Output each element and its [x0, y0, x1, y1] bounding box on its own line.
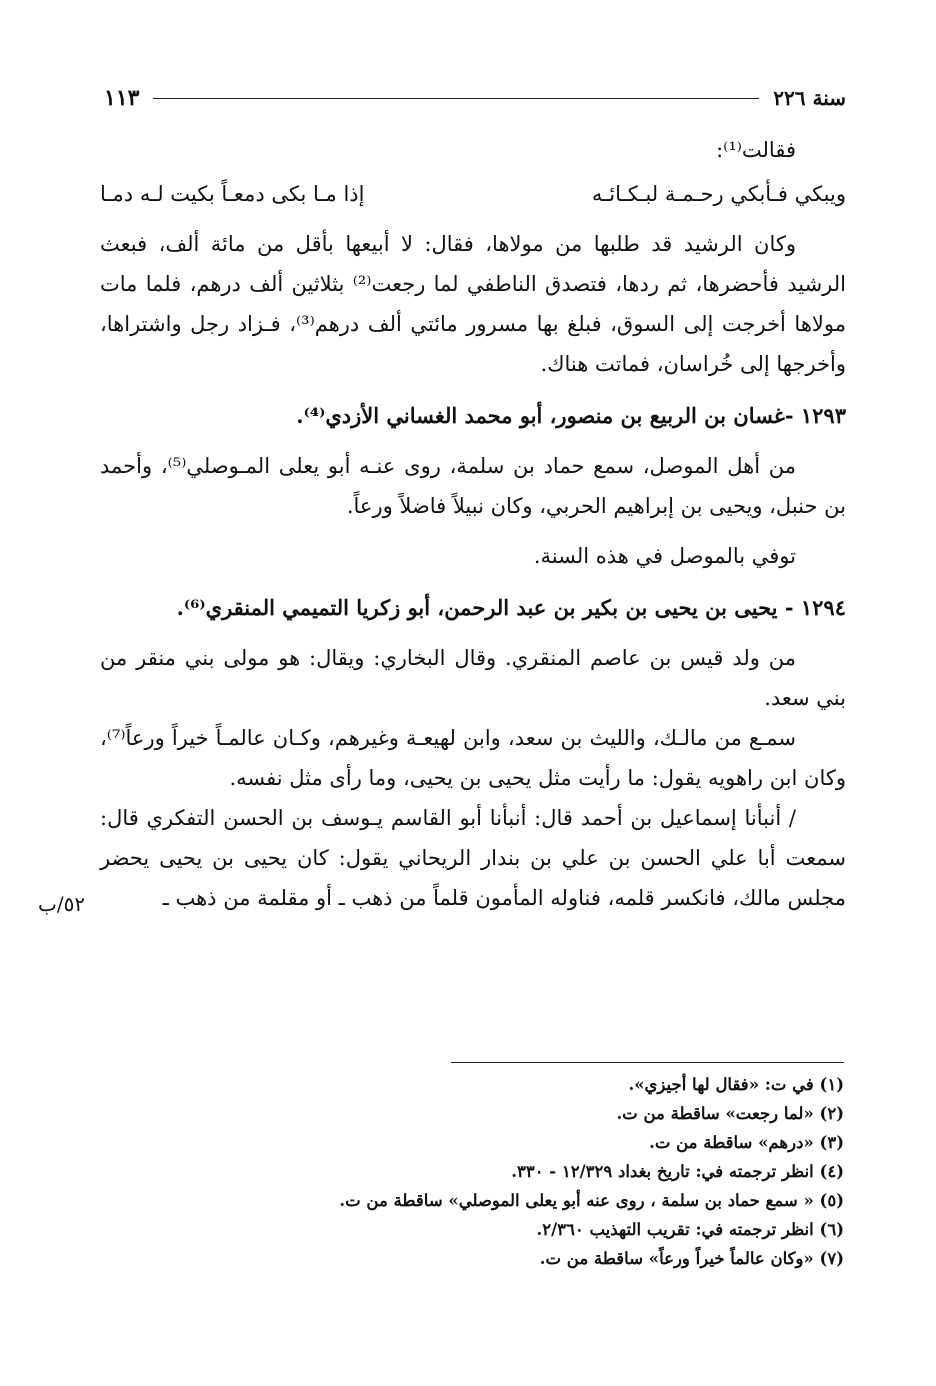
footnote: (٣) «درهم» ساقطة من ت. — [649, 1133, 844, 1152]
footnote: (١) في ت: «فقال لها أجيزي». — [628, 1075, 844, 1094]
paragraph: وكان الرشيد قد طلبها من مولاها، فقال: لا أبيعها بأقل من مائة ألف، فبعث الرشيد فأحضرها، ثم ردها، فتصدق الناطفي لما رجعت⁽²⁾ بثلاثين ألف درهم، فلما مات مولاها أخرجت إلى السوق، فبلغ بها مسرور مائتي ألف درهم⁽³⁾، فـزاد رجل واشتراها، وأخرجها إلى خُراسان، فماتت هناك. — [100, 232, 847, 376]
paragraph: / أنبأنا إسماعيل بن أحمد قال: أنبأنا أبو القاسم يـوسف بن الحسن التفكري قال: سمعت أبا علي الحسن بن علي بن بندار الريحاني يقول: كان يحيى بن يحيى يحضر مجلس مالك، فانكسر قلمه، فناوله المأمون قلماً من ذهب ـ أو مقلمة من ذهب ـ — [100, 806, 846, 910]
paragraph: توفي بالموصل في هذه السنة. — [533, 544, 796, 568]
footnote: (٧) «وكان عالماً خيراً ورعاً» ساقطة من ت. — [539, 1249, 844, 1268]
paragraph: سمـع من مالـك، والليث بن سعد، وابن لهيعـة وغيرهم، وكـان عالمـاً خيراً ورعاً⁽⁷⁾، وكان ابن راهويه يقول: ما رأيت مثل يحيى بن يحيى، وما رأى مثل نفسه. — [100, 726, 846, 790]
page-number: ١١٣ — [104, 85, 140, 111]
footnote: (٦) انظر ترجمته في: تقريب التهذيب ٢/٣٦٠. — [536, 1220, 844, 1239]
poetry-verse — [100, 174, 846, 214]
paragraph: من ولد قيس بن عاصم المنقري. وقال البخاري: ويقال: هو مولى بني منقر من بني سعد. — [100, 646, 846, 710]
verse-first-hemistich: ويبكي فـأبكي رحـمـة لبـكـائـه — [591, 182, 846, 206]
footnote: (٢) «لما رجعت» ساقطة من ت. — [616, 1104, 844, 1123]
main-text — [100, 130, 846, 918]
footnote: (٥) « سمع حماد بن سلمة ، روى عنه أبو يعلى الموصلي» ساقطة من ت. — [339, 1191, 844, 1210]
header-rule — [153, 98, 759, 99]
footnotes — [100, 1070, 844, 1273]
footnote-separator — [451, 1062, 844, 1063]
entry-title-1293: ١٢٩٣ -غسان بن الربيع بن منصور، أبو محمد الغساني الأزدي⁽⁴⁾. — [296, 403, 846, 428]
paragraph: من أهل الموصل، سمع حماد بن سلمة، روى عنـه أبو يعلى المـوصلي⁽⁵⁾، وأحمد بن حنبل، ويحيى بن إبراهيم الحربي، وكان نبيلاً فاضلاً ورعاً. — [100, 454, 846, 518]
header-year: سنة ٢٢٦ — [773, 86, 846, 110]
running-header — [104, 78, 846, 118]
manuscript-folio-note: ٥٢/ب — [38, 892, 86, 916]
entry-title-1294: ١٢٩٤ - يحيى بن يحيى بن بكير بن عبد الرحمن، أبو زكريا التميمي المنقري⁽⁶⁾. — [176, 595, 846, 620]
verse-second-hemistich: إذا مـا بكى دمعـاً بكيت لـه دمـا — [100, 182, 365, 206]
footnote: (٤) انظر ترجمته في: تاريخ بغداد ١٢/٣٢٩ - ٣٣٠. — [511, 1162, 844, 1181]
verse-intro: فقالت⁽¹⁾: — [716, 138, 796, 162]
